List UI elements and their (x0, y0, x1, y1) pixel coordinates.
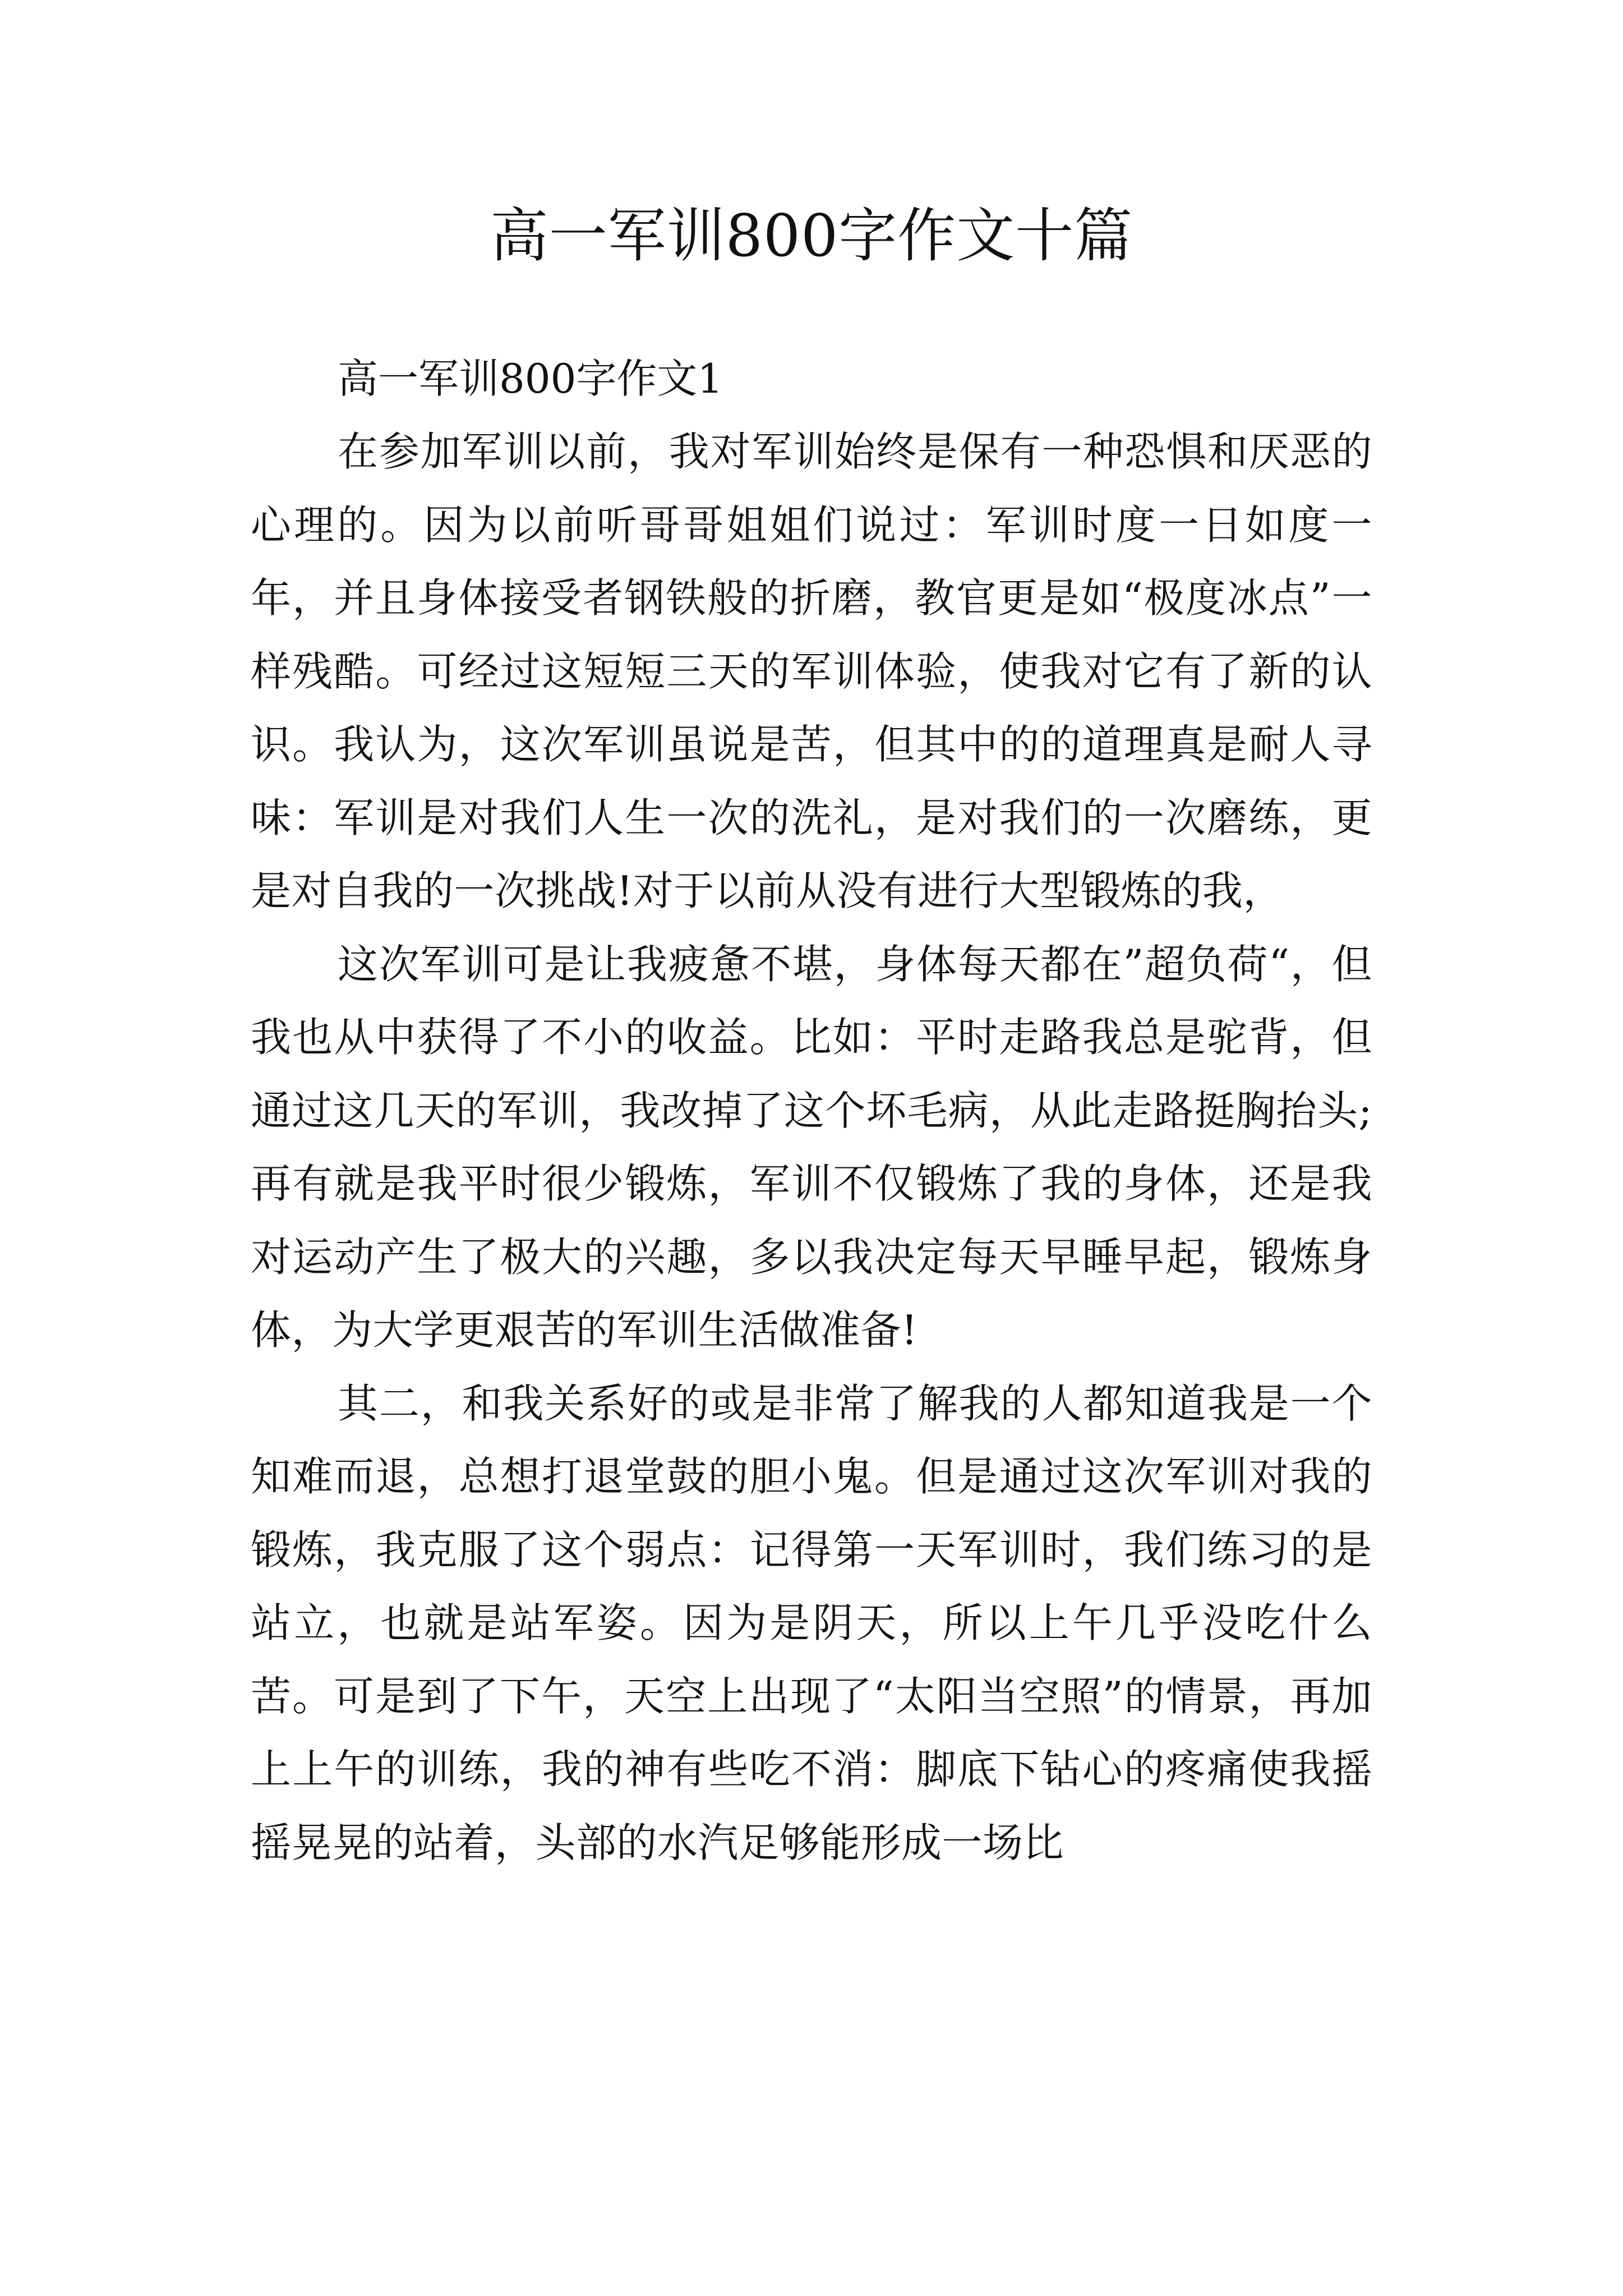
paragraph: 这次军训可是让我疲惫不堪，身体每天都在”超负荷“，但我也从中获得了不小的收益。比如：平时走路我总是驼背，但通过这几天的军训，我改掉了这个坏毛病，从此走路挺胸抬头;再有就是我平时很少锻炼，军训不仅锻炼了我的身体，还是我对运动产生了极大的兴趣，多以我决定每天早睡早起，锻炼身体，为大学更艰苦的军训生活做准备! (251, 940, 1372, 1354)
paragraph: 其二，和我关系好的或是非常了解我的人都知道我是一个知难而退，总想打退堂鼓的胆小鬼。但是通过这次军训对我的锻炼，我克服了这个弱点：记得第一天军训时，我们练习的是站立，也就是站军姿。因为是阴天，所以上午几乎没吃什么苦。可是到了下午，天空上出现了“太阳当空照”的情景，再加上上午的训练，我的神有些吃不消：脚底下钻心的疼痛使我摇摇晃晃的站着，头部的水汽足够能形成一场比 (251, 1379, 1372, 1866)
document-title: 高一军训800字作文十篇 (490, 201, 1133, 270)
section-heading: 高一军训800字作文1 (338, 355, 723, 402)
document-body (251, 342, 1372, 1879)
paragraph: 在参加军训以前，我对军训始终是保有一种恐惧和厌恶的心理的。因为以前听哥哥姐姐们说过：军训时度一日如度一年，并且身体接受者钢铁般的折磨，教官更是如“极度冰点”一样残酷。可经过这短短三天的军训体验，使我对它有了新的认识。我认为，这次军训虽说是苦，但其中的的道理真是耐人寻味：军训是对我们人生一次的洗礼，是对我们的一次磨练，更是对自我的一次挑战!对于以前从没有进行大型锻炼的我， (251, 428, 1372, 914)
